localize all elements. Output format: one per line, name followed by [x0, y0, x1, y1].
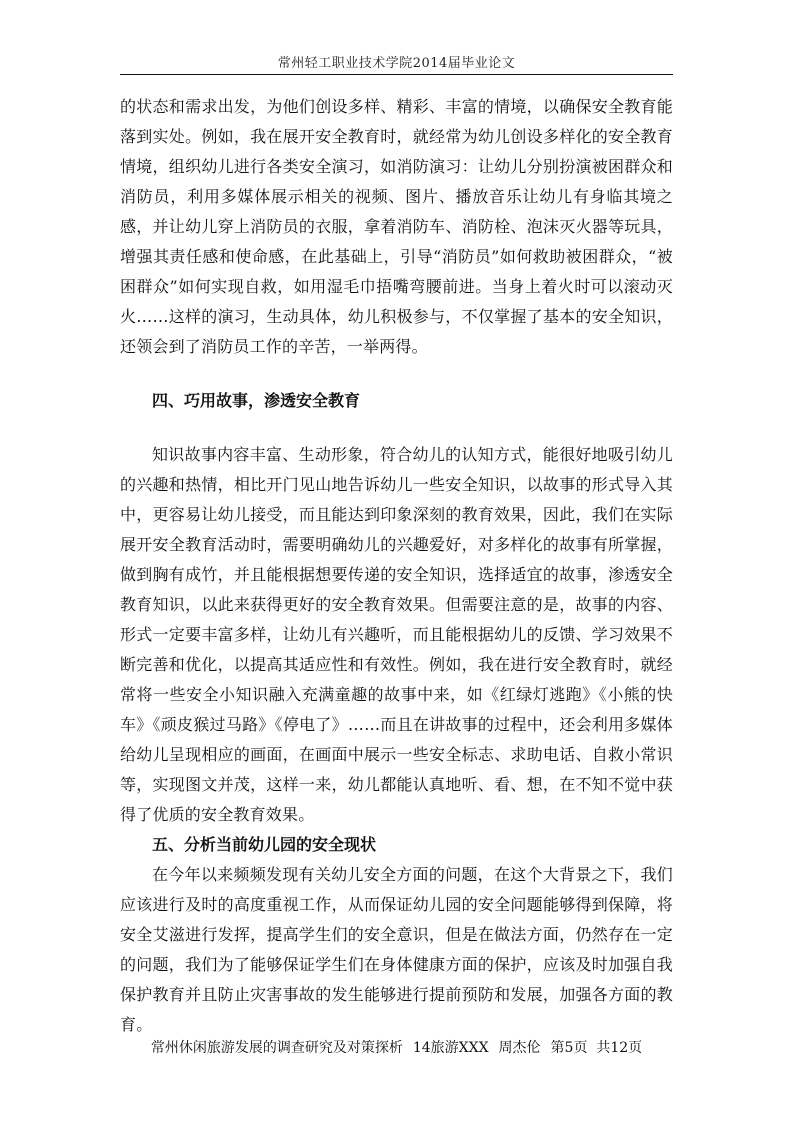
footer-author: 周杰伦: [498, 1040, 541, 1056]
paragraph-continued: 的状态和需求出发，为他们创设多样、精彩、丰富的情境，以确保安全教育能落到实处。例如，我在展开安全教育时，就经常为幼儿创设多样化的安全教育情境，组织幼儿进行各类安全演习，如消防演习：让幼儿分别扮演被困群众和消防员，利用多媒体展示相关的视频、图片、播放音乐让幼儿有身临其境之感，并让幼儿穿上消防员的衣服，拿着消防车、消防栓、泡沫灭火器等玩具，增强其责任感和使命感，在此基础上，引导“消防员”如何救助被困群众，“被困群众”如何实现自救，如用湿毛巾捂嘴弯腰前进。当身上着火时可以滚动灭火……这样的演习，生动具体，幼儿积极参与，不仅掌握了基本的安全知识，还领会到了消防员工作的辛苦，一举两得。: [120, 97, 673, 356]
paragraph-section-5: 在今年以来频频发现有关幼儿安全方面的问题，在这个大背景之下，我们应该进行及时的高度重视工作，从而保证幼儿园的安全问题能够得到保障，将安全艾滋进行发挥，提高学生们的安全意识，但是在做法方面，仍然存在一定的问题，我们为了能够保证学生们在身体健康方面的保护，应该及时加强自我保护教育并且防止灾害事故的发生能够进行提前预防和发展，加强各方面的教育。: [120, 865, 673, 1034]
spacer: [120, 362, 673, 386]
section-heading-4: 四、巧用故事，渗透安全教育: [152, 391, 361, 410]
footer-thesis-title: 常州休闲旅游发展的调查研究及对策探析: [150, 1040, 403, 1056]
page-footer: [100, 1037, 693, 1057]
footer-class-id: 14旅游XXX: [412, 1040, 489, 1056]
paragraph-section-4: 知识故事内容丰富、生动形象，符合幼儿的认知方式，能很好地吸引幼儿的兴趣和热情，相比开门见山地告诉幼儿一些安全知识，以故事的形式导入其中，更容易让幼儿接受，而且能达到印象深刻的教育效果，因此，我们在实际展开安全教育活动时，需要明确幼儿的兴趣爱好，对多样化的故事有所掌握，做到胸有成竹，并且能根据想要传递的安全知识，选择适宜的故事，渗透安全教育知识，以此来获得更好的安全教育效果。但需要注意的是，故事的内容、形式一定要丰富多样，让幼儿有兴趣听，而且能根据幼儿的反馈、学习效果不断完善和优化，以提高其适应性和有效性。例如，我在进行安全教育时，就经常将一些安全小知识融入充满童趣的故事中来，如《红绿灯逃跑》《小熊的快车》《顽皮猴过马路》《停电了》……而且在讲故事的过程中，还会利用多媒体给幼儿呈现相应的画面，在画面中展示一些安全标志、求助电话、自救小常识等，实现图文并茂，这样一来，幼儿都能认真地听、看、想，在不知不觉中获得了优质的安全教育效果。: [120, 445, 673, 824]
page-header: 常州轻工职业技术学院2014届毕业论文: [277, 56, 516, 71]
section-heading-5: 五、分析当前幼儿园的安全现状: [152, 835, 377, 854]
footer-page-info: 第5页 共12页: [550, 1040, 643, 1056]
document-body: [120, 92, 673, 1040]
spacer: [120, 416, 673, 440]
header-rule: [120, 74, 673, 75]
